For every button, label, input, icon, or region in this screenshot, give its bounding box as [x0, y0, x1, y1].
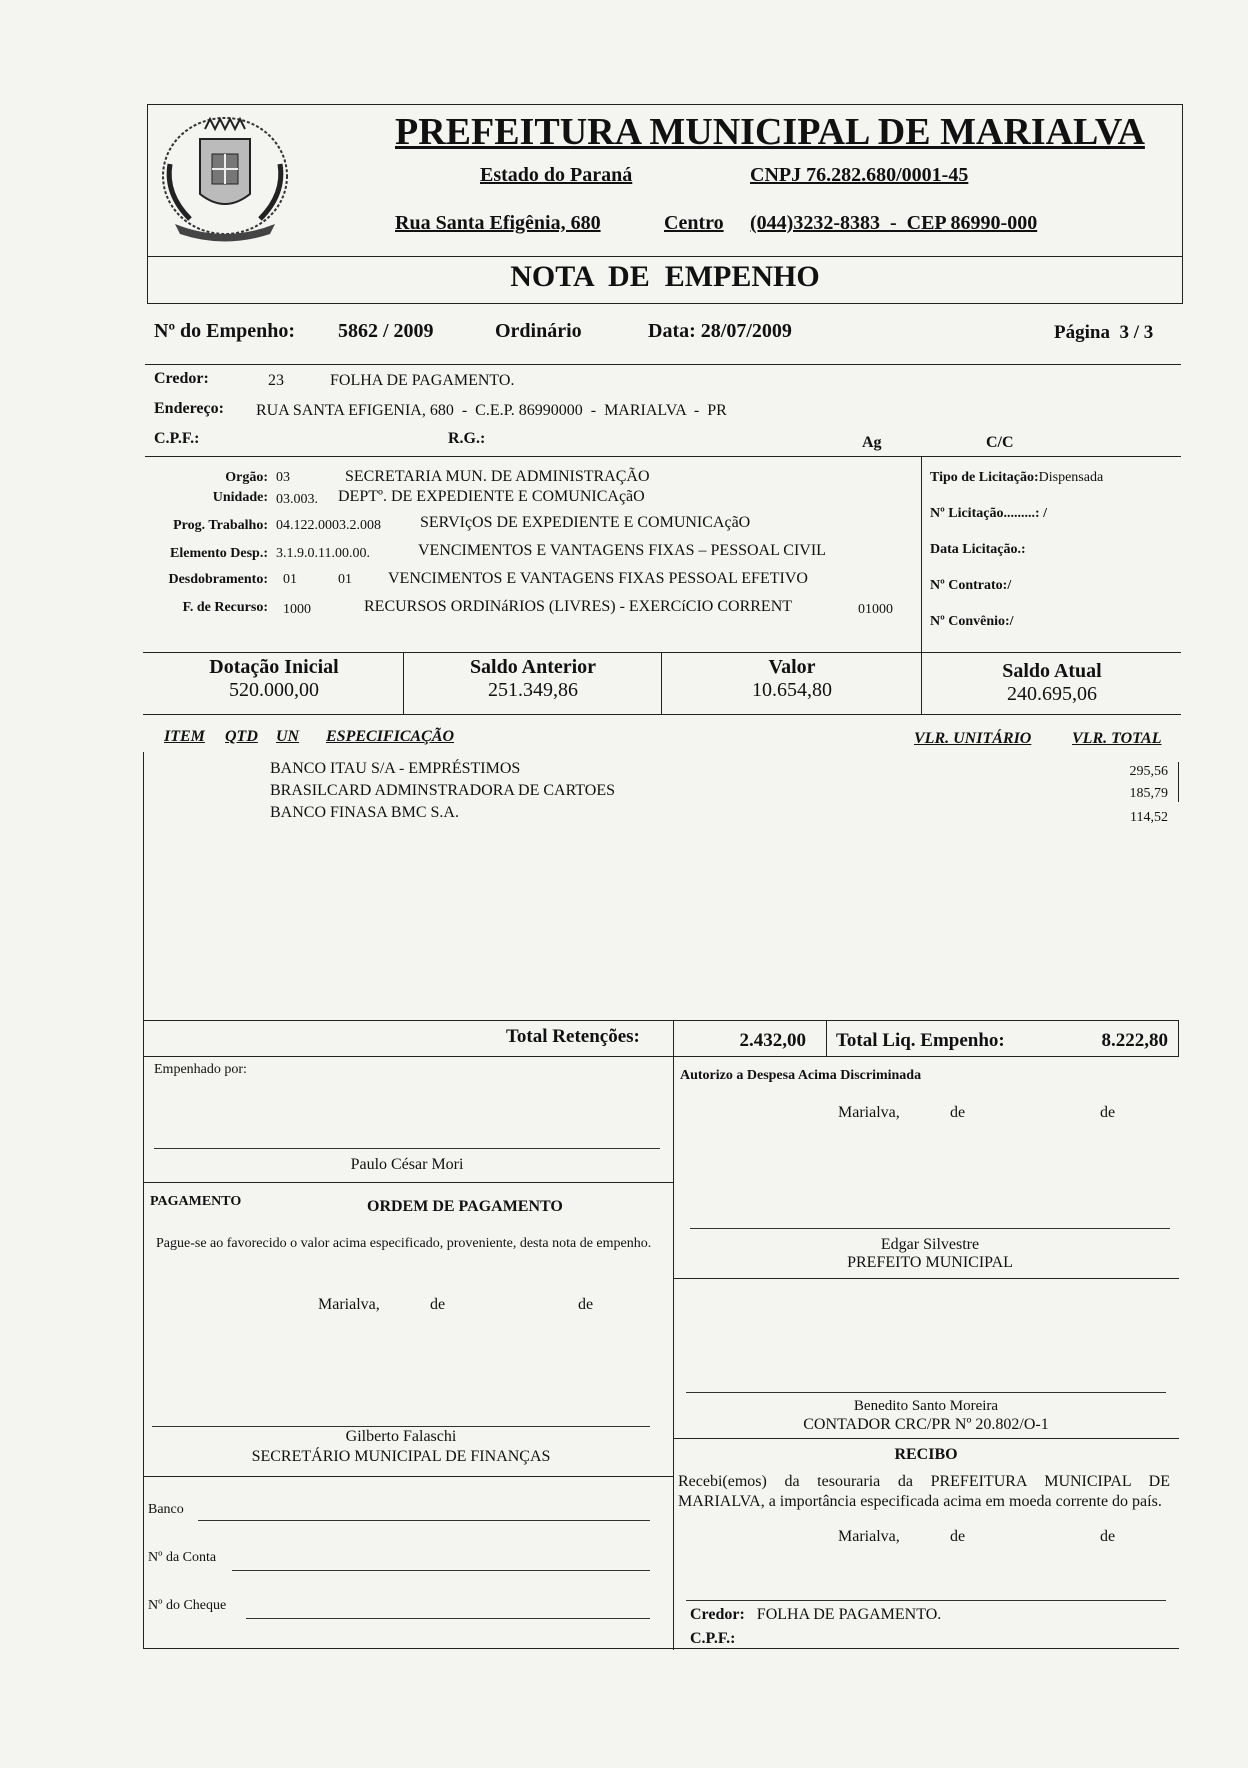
col-item: ITEM	[164, 728, 205, 745]
recurso-desc: RECURSOS ORDINáRIOS (LIVRES) - EXERCíCIO CORRENT	[364, 598, 793, 615]
prefeitura-title: PREFEITURA MUNICIPAL DE MARIALVA	[395, 111, 1145, 153]
banco-label: Banco	[148, 1502, 184, 1517]
orgao-code: 03	[276, 470, 290, 485]
orgao-label: Orgão:	[225, 470, 268, 485]
cheque-label: Nº do Cheque	[148, 1598, 227, 1613]
valor-value: 10.654,80	[752, 679, 832, 701]
rg-label: R.G.:	[448, 430, 486, 447]
recibo-text: Recebi(emos) da tesouraria da PREFEITURA MUNICIPAL DE MARIALVA, a importância especificada acima em moeda corrente do país.	[678, 1473, 1170, 1510]
pagamento-label: PAGAMENTO	[150, 1194, 242, 1209]
saldo-atual-value: 240.695,06	[1007, 683, 1097, 705]
page-number: Página 3 / 3	[1054, 322, 1154, 343]
cpf-label: C.P.F.:	[154, 430, 200, 447]
liquido-value: 8.222,80	[1101, 1030, 1168, 1051]
dotacao-label: Dotação Inicial	[209, 656, 339, 678]
desdobramento-desc: VENCIMENTOS E VANTAGENS FIXAS PESSOAL EFETIVO	[388, 570, 808, 587]
credor-name: FOLHA DE PAGAMENTO.	[330, 372, 515, 389]
dotacao-value: 520.000,00	[229, 679, 319, 701]
item-desc: BRASILCARD ADMINSTRADORA DE CARTOES	[270, 782, 616, 799]
unidade-desc: DEPTº. DE EXPEDIENTE E COMUNICAçãO	[338, 488, 645, 505]
recibo-credor-value: FOLHA DE PAGAMENTO.	[756, 1606, 942, 1623]
saldo-atual	[923, 660, 1181, 706]
empenho-label: Nº do Empenho:	[154, 320, 296, 342]
numero-licitacao: Nº Licitação.........: /	[930, 506, 1047, 521]
col-vlr-unitario: VLR. UNITÁRIO	[914, 730, 1032, 747]
cc-label: C/C	[986, 434, 1014, 451]
unidade-label: Unidade:	[212, 490, 268, 505]
secretario-name: Gilberto Falaschi	[345, 1428, 457, 1445]
autorizo-city: Marialva,	[838, 1104, 900, 1121]
recibo-cpf-label: C.P.F.:	[690, 1630, 736, 1647]
prog-label: Prog. Trabalho:	[173, 518, 268, 533]
autorizo-de2: de	[1100, 1104, 1116, 1121]
tipo-licitacao-value: Dispensada	[1038, 470, 1104, 485]
pagamento-text: Pague-se ao favorecido o valor acima especificado, proveniente, desta nota de empenho.	[156, 1236, 652, 1251]
list-item	[270, 804, 459, 822]
recurso-code2: 01000	[858, 602, 893, 617]
prefeito-name: Edgar Silvestre	[880, 1236, 980, 1253]
recibo-credor	[690, 1606, 941, 1624]
autorizo-de1: de	[950, 1104, 966, 1121]
liquido-label: Total Liq. Empenho:	[836, 1030, 1005, 1051]
retencoes-value: 2.432,00	[739, 1030, 806, 1051]
pagamento-de2: de	[578, 1296, 594, 1313]
saldo-anterior-label: Saldo Anterior	[469, 656, 597, 678]
numero-contrato: Nº Contrato:/	[930, 578, 1012, 593]
list-item	[270, 782, 615, 800]
empenhado-label: Empenhado por:	[154, 1062, 247, 1077]
contador-name: Benedito Santo Moreira	[853, 1398, 999, 1414]
ordem-pagamento-title: ORDEM DE PAGAMENTO	[367, 1198, 563, 1215]
saldo-anterior-value: 251.349,86	[488, 679, 578, 701]
empenhado-name: Paulo César Mori	[350, 1156, 464, 1173]
banco-field[interactable]	[198, 1520, 650, 1521]
recibo-title: RECIBO	[894, 1446, 958, 1463]
ag-label: Ag	[862, 434, 882, 451]
conta-field[interactable]	[232, 1570, 650, 1571]
phone-cep-text: (044)3232-8383 - CEP 86990-000	[750, 212, 1038, 234]
col-vlr-total: VLR. TOTAL	[1072, 730, 1162, 747]
valor-label: Valor	[768, 656, 816, 678]
conta-label: Nº da Conta	[148, 1550, 217, 1565]
contador-role: CONTADOR CRC/PR Nº 20.802/O-1	[803, 1416, 1049, 1433]
unidade-code: 03.003.	[276, 492, 318, 507]
pagamento-de1: de	[430, 1296, 446, 1313]
orgao-desc: SECRETARIA MUN. DE ADMINISTRAÇÃO	[345, 468, 650, 485]
recibo-de2: de	[1100, 1528, 1116, 1545]
pagamento-city: Marialva,	[318, 1296, 380, 1313]
cheque-field[interactable]	[246, 1618, 650, 1619]
col-especificacao: ESPECIFICAÇÃO	[326, 728, 455, 745]
coat-of-arms-logo	[150, 104, 300, 254]
credor-code: 23	[268, 372, 284, 389]
item-total: 185,79	[1129, 786, 1168, 801]
secretario-role: SECRETÁRIO MUNICIPAL DE FINANÇAS	[251, 1448, 551, 1465]
recibo-city: Marialva,	[838, 1528, 900, 1545]
cnpj-text: CNPJ 76.282.680/0001-45	[750, 164, 969, 186]
saldo-anterior	[405, 656, 661, 702]
empenho-number: 5862 / 2009	[338, 320, 434, 342]
item-total: 114,52	[1130, 810, 1168, 825]
elemento-code: 3.1.9.0.11.00.00.	[276, 546, 370, 561]
desdobramento-code1: 01	[283, 572, 297, 587]
col-un: UN	[276, 728, 300, 745]
empenho-tipo: Ordinário	[495, 320, 582, 342]
numero-convenio: Nº Convênio:/	[930, 614, 1014, 629]
recurso-label: F. de Recurso:	[182, 600, 268, 615]
item-desc: BANCO ITAU S/A - EMPRÉSTIMOS	[270, 760, 521, 777]
elemento-desc: VENCIMENTOS E VANTAGENS FIXAS – PESSOAL CIVIL	[418, 542, 826, 559]
saldo-atual-label: Saldo Atual	[1002, 660, 1102, 682]
endereco-value: RUA SANTA EFIGENIA, 680 - C.E.P. 86990000 - MARIALVA - PR	[256, 402, 727, 419]
document-title: NOTA DE EMPENHO	[510, 260, 820, 293]
saldo-valor	[663, 656, 921, 702]
prog-code: 04.122.0003.2.008	[276, 518, 381, 533]
estado-text: Estado do Paraná	[480, 164, 633, 186]
col-qtd: QTD	[225, 728, 258, 745]
tipo-licitacao-label: Tipo de Licitação:	[930, 470, 1039, 485]
prefeito-role: PREFEITO MUNICIPAL	[847, 1254, 1013, 1271]
prog-desc: SERVIçOS DE EXPEDIENTE E COMUNICAçãO	[420, 514, 751, 531]
retencoes-label: Total Retenções:	[506, 1026, 640, 1047]
list-item	[270, 760, 520, 778]
recibo-credor-label: Credor:	[690, 1606, 745, 1623]
autorizo-label: Autorizo a Despesa Acima Discriminada	[680, 1068, 922, 1083]
address-text: Rua Santa Efigênia, 680	[395, 212, 601, 234]
tipo-licitacao	[930, 470, 1103, 486]
empenho-data: Data: 28/07/2009	[648, 320, 792, 342]
recurso-code: 1000	[283, 602, 311, 617]
item-desc: BANCO FINASA BMC S.A.	[270, 804, 459, 821]
recibo-de1: de	[950, 1528, 966, 1545]
saldo-dotacao	[145, 656, 403, 702]
credor-label: Credor:	[154, 370, 209, 387]
desdobramento-label: Desdobramento:	[168, 572, 268, 587]
endereco-label: Endereço:	[154, 400, 224, 417]
desdobramento-code2: 01	[338, 572, 352, 587]
item-total: 295,56	[1129, 764, 1168, 779]
elemento-label: Elemento Desp.:	[170, 546, 268, 561]
data-licitacao: Data Licitação.:	[930, 542, 1026, 557]
bairro-text: Centro	[664, 212, 724, 234]
